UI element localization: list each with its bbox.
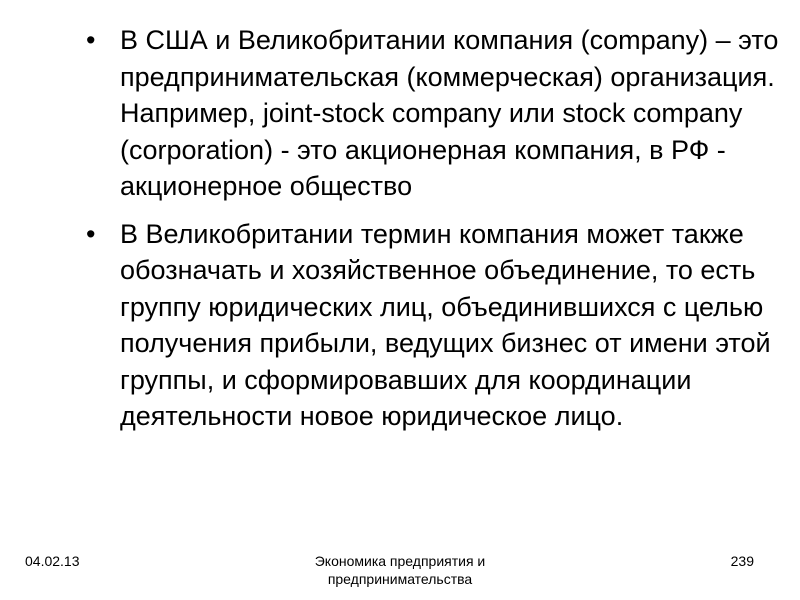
bullet-marker: • [86, 25, 96, 55]
bullet-text: В Великобритании термин компания может также обозначать и хозяйственное объединение, то есть группу юридических лиц, объединившихся с целью получения прибыли, ведущих бизнес от имени этой группы, и сформировавших для координации деятельности новое юридическое лицо. [120, 218, 771, 431]
footer-date: 04.02.13 [25, 553, 80, 569]
footer-title: Экономика предприятия и предпринимательства [314, 553, 486, 587]
bullet-list [86, 22, 786, 446]
bullet-marker: • [86, 218, 96, 249]
footer-page-number: 239 [730, 553, 754, 569]
bullet-text: В США и Великобритании компания (company) – это предпринимательская (коммерческая) организация. Например, joint-stock company или stock company (corporation) - это акционерная компания, в РФ - акционерное общество [120, 25, 779, 201]
bullet-item [86, 22, 786, 205]
bullet-item [86, 216, 786, 435]
